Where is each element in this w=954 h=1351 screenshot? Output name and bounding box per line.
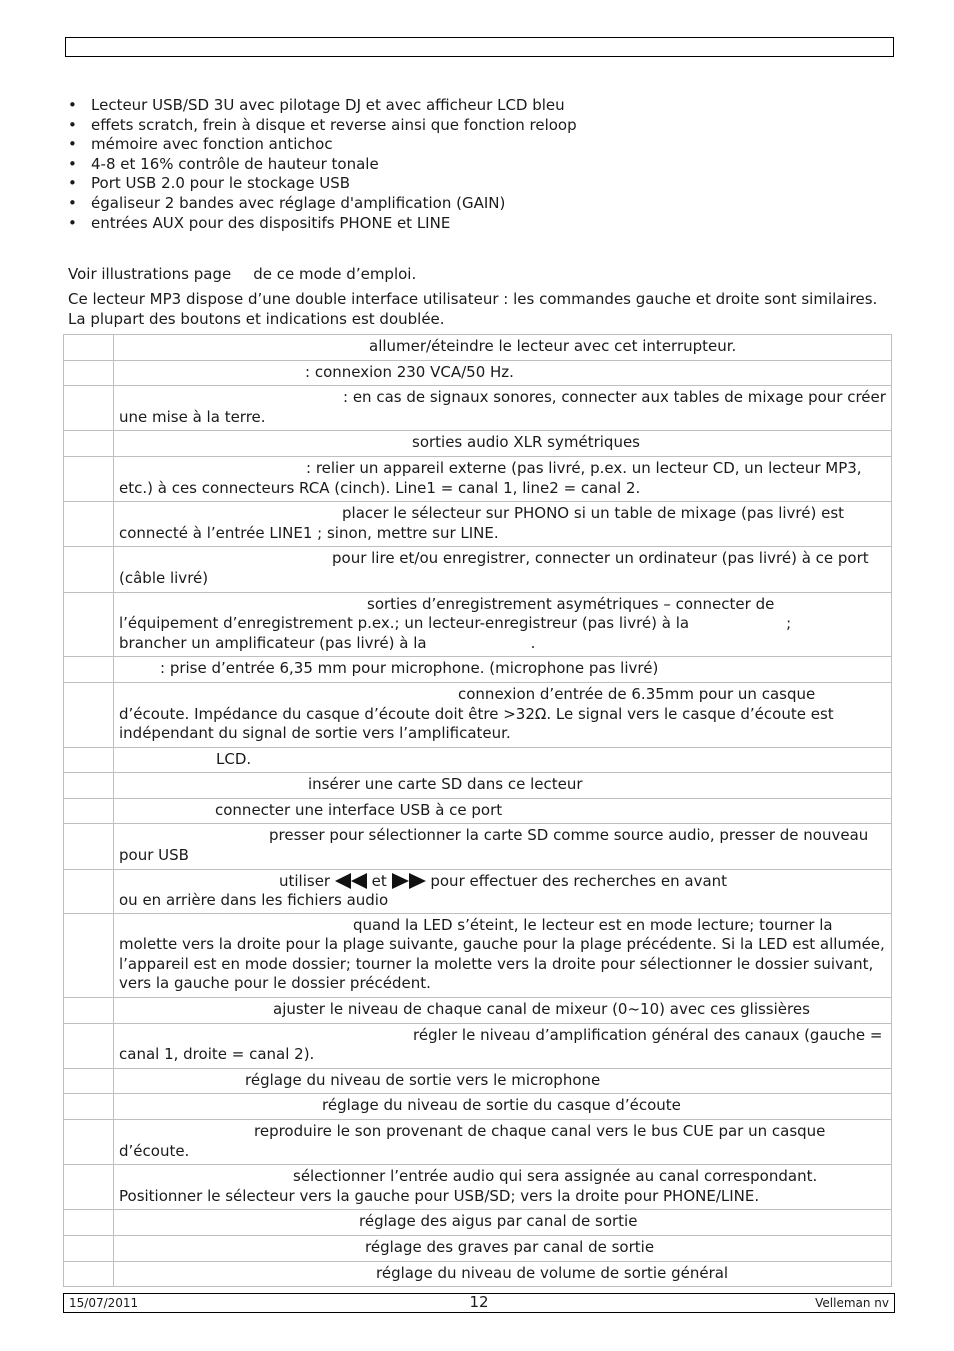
table-row — [64, 502, 892, 547]
table-row — [64, 1235, 892, 1261]
table-row — [64, 431, 892, 457]
feature-item: • 4-8 et 16% contrôle de hauteur tonale — [68, 155, 577, 175]
row-description-cell: allumer/éteindre le lecteur avec cet interrupteur. — [114, 335, 892, 361]
table-row — [64, 798, 892, 824]
row-description-cell: réglage des aigus par canal de sortie — [114, 1210, 892, 1236]
feature-item: • Port USB 2.0 pour le stockage USB — [68, 174, 577, 194]
row-description-cell: : prise d’entrée 6,35 mm pour microphone. (microphone pas livré) — [114, 657, 892, 683]
fast-forward-icon — [392, 873, 426, 889]
table-row — [64, 1023, 892, 1068]
table-row — [64, 1210, 892, 1236]
row-description-cell: placer le sélecteur sur PHONO si un table de mixage (pas livré) est connecté à l’entrée LINE1 ; sinon, mettre sur LINE. — [114, 502, 892, 547]
row-description-cell: réglage du niveau de sortie du casque d’écoute — [114, 1094, 892, 1120]
table-row — [64, 998, 892, 1024]
row-text: et — [371, 871, 387, 890]
page-header-box — [65, 37, 894, 57]
controls-table — [63, 334, 892, 1287]
row-number-cell — [64, 1120, 114, 1165]
row-number-cell — [64, 456, 114, 501]
page-footer — [63, 1293, 895, 1313]
row-number-cell — [64, 1068, 114, 1094]
row-description-cell: insérer une carte SD dans ce lecteur — [114, 773, 892, 799]
table-row — [64, 386, 892, 431]
row-description-cell: ajuster le niveau de chaque canal de mixeur (0~10) avec ces glissières — [114, 998, 892, 1024]
row-description-cell: régler le niveau d’amplification général des canaux (gauche = canal 1, droite = canal 2). — [114, 1023, 892, 1068]
feature-item: • égaliseur 2 bandes avec réglage d'amplification (GAIN) — [68, 194, 577, 214]
table-row — [64, 869, 892, 913]
table-row — [64, 657, 892, 683]
row-description-cell: sorties audio XLR symétriques — [114, 431, 892, 457]
table-row — [64, 547, 892, 592]
row-description-cell: réglage des graves par canal de sortie — [114, 1235, 892, 1261]
row-text: pour effectuer des recherches en avant — [430, 871, 728, 890]
table-row — [64, 824, 892, 869]
row-number-cell — [64, 747, 114, 773]
row-description-cell: quand la LED s’éteint, le lecteur est en mode lecture; tourner la molette vers la droite pour la plage suivante, gauche pour la plage précédente. Si la LED est allumée, l’appareil est en mode dossier; tourner la molette vers la droite pour sélectionner le dossier suivant, vers la gauche pour le dossier précédent. — [114, 913, 892, 997]
row-text-line: l’équipement d’enregistrement p.ex.; un lecteur-enregistreur (pas livré) à la ; — [119, 614, 792, 633]
feature-item: • entrées AUX pour des dispositifs PHONE et LINE — [68, 214, 577, 234]
row-number-cell — [64, 773, 114, 799]
row-number-cell — [64, 1235, 114, 1261]
row-text-line: brancher un amplificateur (pas livré) à la . — [119, 633, 536, 652]
row-number-cell — [64, 657, 114, 683]
row-number-cell — [64, 1094, 114, 1120]
rewind-icon — [335, 873, 367, 889]
row-description-cell: pour lire et/ou enregistrer, connecter un ordinateur (pas livré) à ce port (câble livré) — [114, 547, 892, 592]
row-number-cell — [64, 386, 114, 431]
table-row — [64, 1165, 892, 1210]
table-row — [64, 335, 892, 361]
feature-item: • effets scratch, frein à disque et reverse ainsi que fonction reloop — [68, 116, 577, 136]
row-number-cell — [64, 1210, 114, 1236]
row-description-cell: connecter une interface USB à ce port — [114, 798, 892, 824]
row-text-line: sorties d’enregistrement asymétriques – connecter de — [367, 594, 775, 613]
row-description-cell — [114, 592, 892, 657]
row-number-cell — [64, 682, 114, 747]
row-description-cell: presser pour sélectionner la carte SD comme source audio, presser de nouveau pour USB — [114, 824, 892, 869]
table-row — [64, 682, 892, 747]
feature-item: • mémoire avec fonction antichoc — [68, 135, 577, 155]
table-row — [64, 773, 892, 799]
row-number-cell — [64, 998, 114, 1024]
table-row — [64, 913, 892, 997]
feature-list — [68, 96, 577, 233]
table-row — [64, 747, 892, 773]
row-number-cell — [64, 1023, 114, 1068]
row-text: ou en arrière dans les fichiers audio — [119, 890, 389, 909]
footer-page-number: 12 — [469, 1293, 489, 1311]
illustration-note — [68, 265, 416, 285]
row-description-cell: LCD. — [114, 747, 892, 773]
illustration-note-start: Voir illustrations page — [68, 265, 232, 283]
footer-brand: Velleman nv — [815, 1296, 889, 1310]
feature-item: • Lecteur USB/SD 3U avec pilotage DJ et avec afficheur LCD bleu — [68, 96, 577, 116]
table-row — [64, 1120, 892, 1165]
row-number-cell — [64, 1261, 114, 1287]
row-number-cell — [64, 798, 114, 824]
row-number-cell — [64, 360, 114, 386]
table-row — [64, 456, 892, 501]
table-row — [64, 592, 892, 657]
row-description-cell: : relier un appareil externe (pas livré, p.ex. un lecteur CD, un lecteur MP3, etc.) à ces connecteurs RCA (cinch). Line1 = canal 1, line2 = canal 2. — [114, 456, 892, 501]
table-row — [64, 1068, 892, 1094]
row-description-cell: reproduire le son provenant de chaque canal vers le bus CUE par un casque d’écoute. — [114, 1120, 892, 1165]
row-description-cell: sélectionner l’entrée audio qui sera assignée au canal correspondant. Positionner le sélecteur vers la gauche pour USB/SD; vers la droite pour PHONE/LINE. — [114, 1165, 892, 1210]
row-number-cell — [64, 335, 114, 361]
row-description-cell — [114, 869, 892, 913]
row-number-cell — [64, 547, 114, 592]
row-number-cell — [64, 502, 114, 547]
description-paragraph: Ce lecteur MP3 dispose d’une double interface utilisateur : les commandes gauche et droite sont similaires. La plupart des boutons et indications est doublée. — [68, 290, 878, 328]
row-number-cell — [64, 1165, 114, 1210]
table-row — [64, 1261, 892, 1287]
table-row — [64, 1094, 892, 1120]
row-number-cell — [64, 431, 114, 457]
row-text: utiliser — [279, 871, 331, 890]
row-number-cell — [64, 913, 114, 997]
row-description-cell: : connexion 230 VCA/50 Hz. — [114, 360, 892, 386]
row-description-cell: connexion d’entrée de 6.35mm pour un casque d’écoute. Impédance du casque d’écoute doit être >32Ω. Le signal vers le casque d’écoute est indépendant du signal de sortie vers l’amplificateur. — [114, 682, 892, 747]
row-description-cell: : en cas de signaux sonores, connecter aux tables de mixage pour créer une mise à la terre. — [114, 386, 892, 431]
row-number-cell — [64, 592, 114, 657]
footer-date: 15/07/2011 — [69, 1296, 139, 1310]
row-description-cell: réglage du niveau de volume de sortie général — [114, 1261, 892, 1287]
illustration-note-end: de ce mode d’emploi. — [253, 265, 417, 283]
table-row — [64, 360, 892, 386]
row-number-cell — [64, 869, 114, 913]
row-number-cell — [64, 824, 114, 869]
row-description-cell: réglage du niveau de sortie vers le microphone — [114, 1068, 892, 1094]
